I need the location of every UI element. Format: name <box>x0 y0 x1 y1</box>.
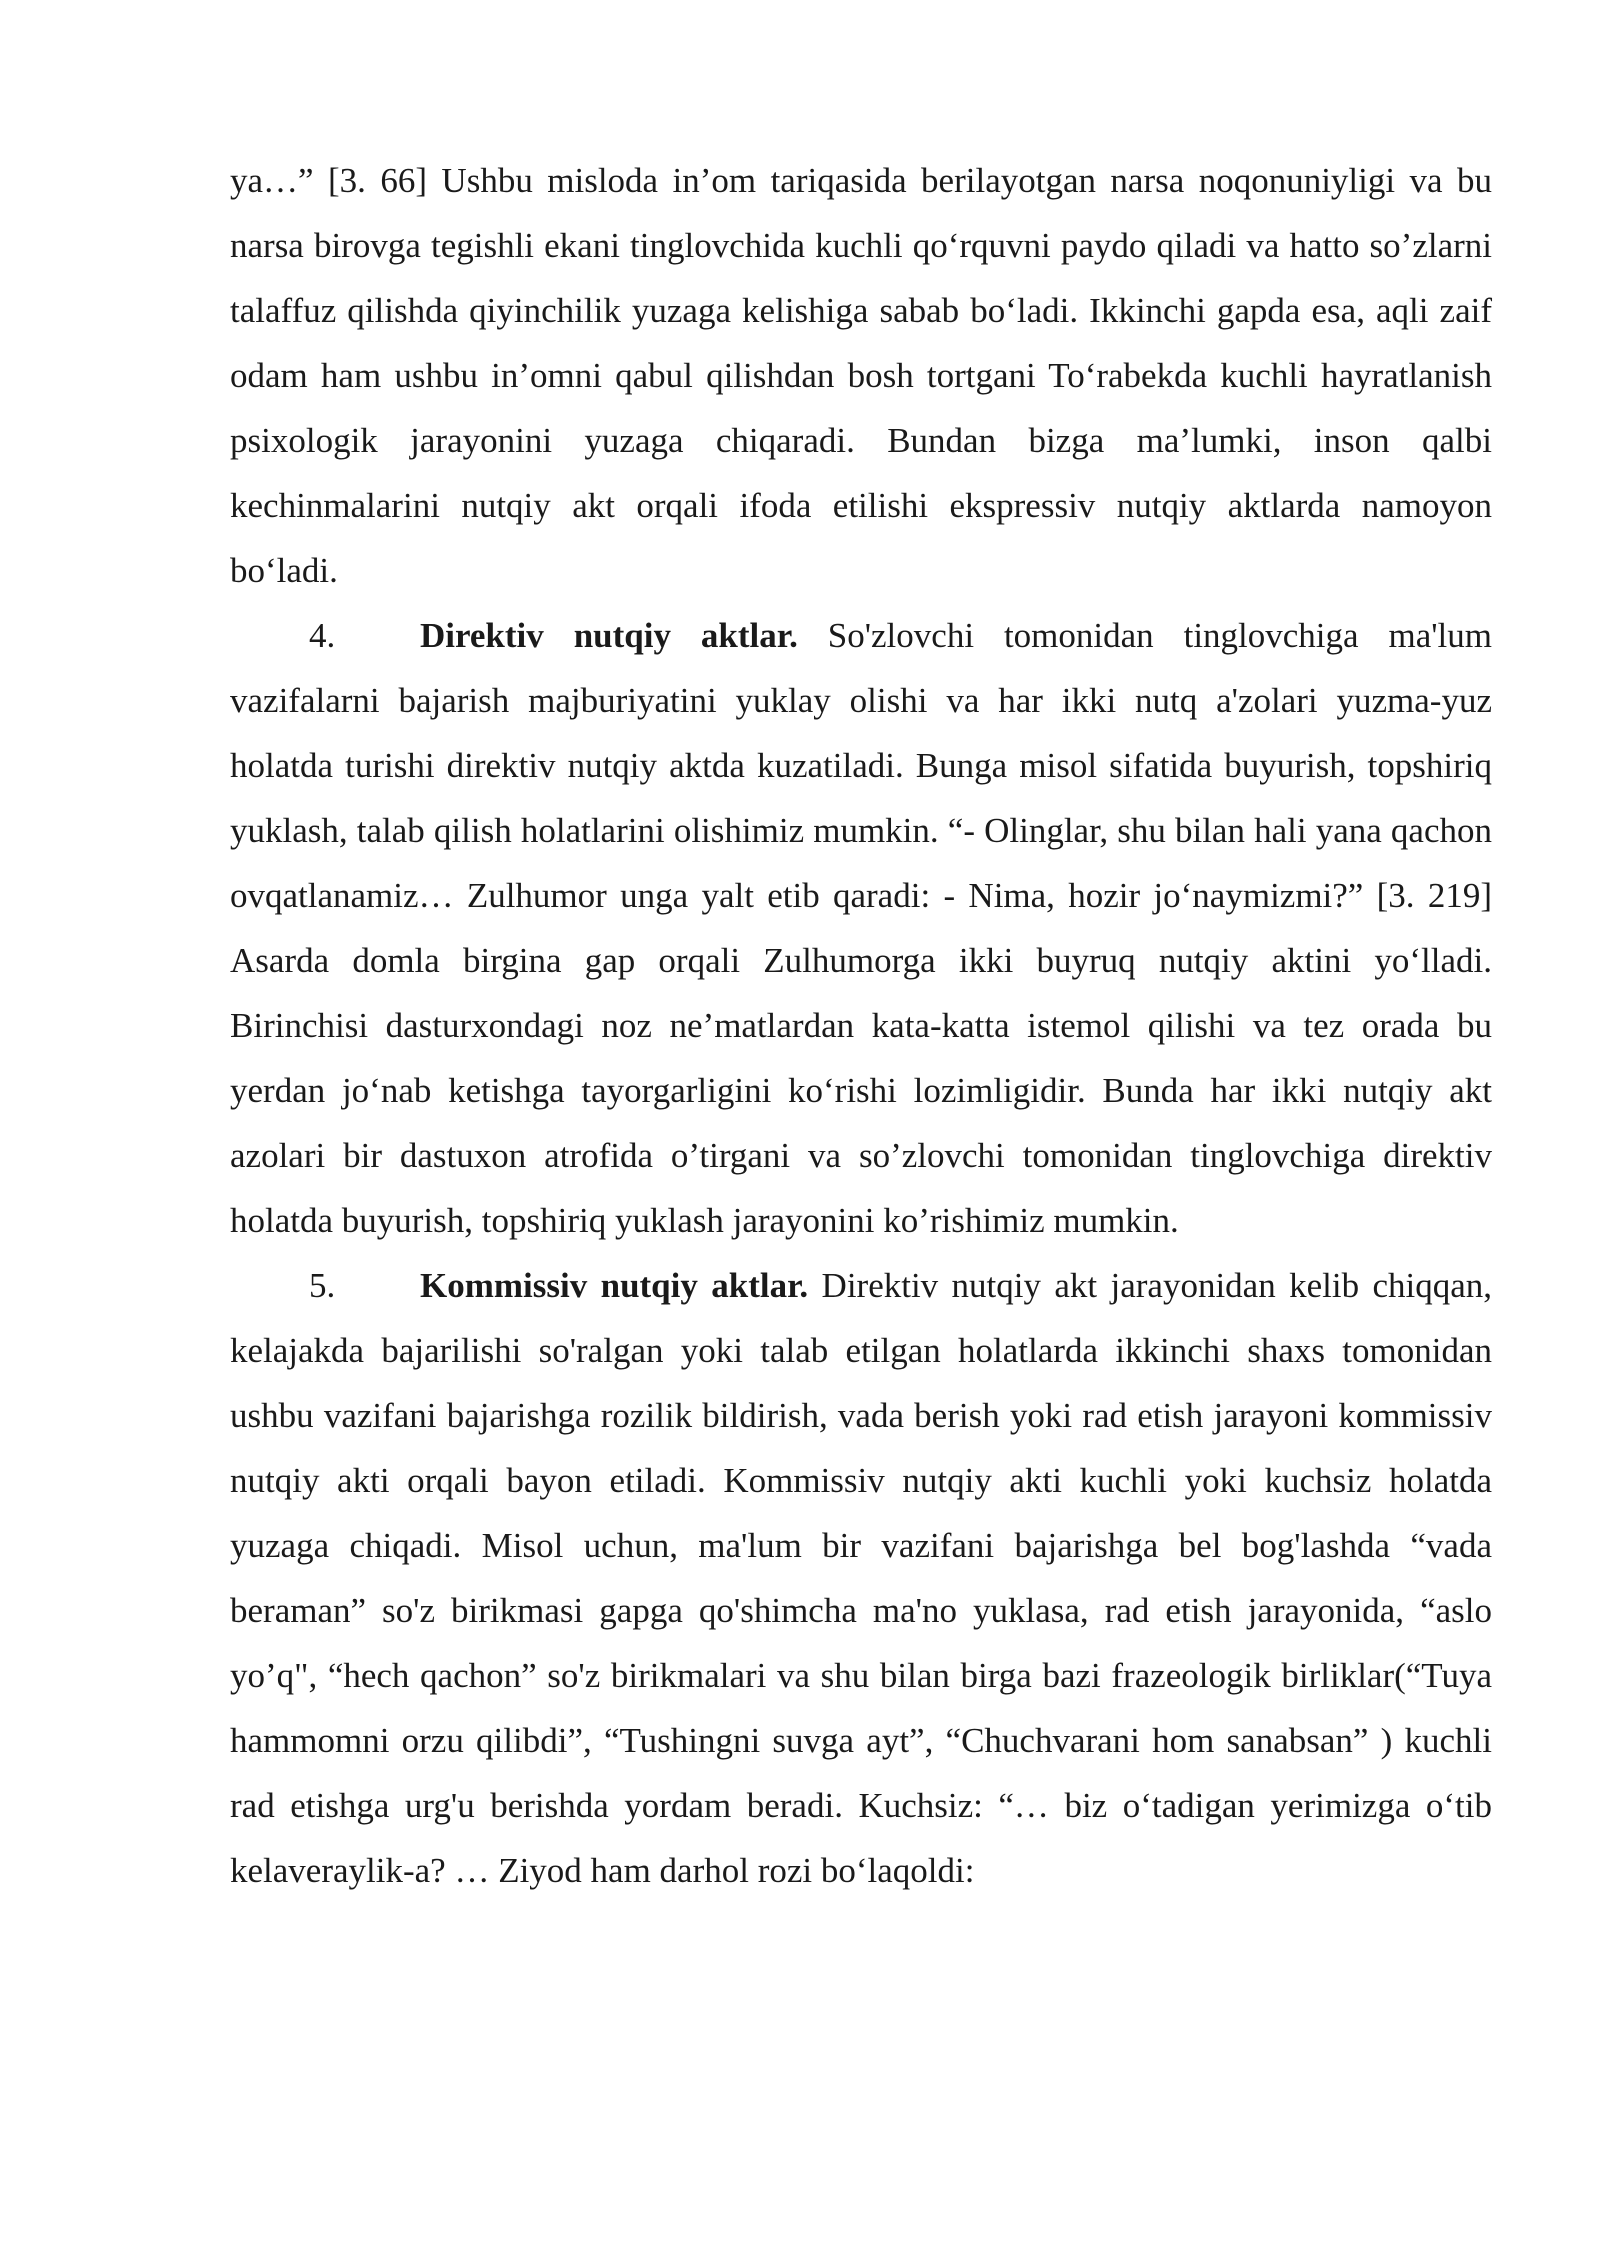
body-paragraph: ya…” [3. 66] Ushbu misloda in’om tariqasida berilayotgan narsa noqonuniyligi va bu narsa birovga tegishli ekani tinglovchida kuchli qo‘rquvni paydo qiladi va hatto so’zlarni talaffuz qilishda qiyinchilik yuzaga kelishiga sabab bo‘ladi. Ikkinchi gapda esa, aqli zaif odam ham ushbu in’omni qabul qilishdan bosh tortgani To‘rabekda kuchli hayratlanish psixologik jarayonini yuzaga chiqaradi. Bundan bizga ma’lumki, inson qalbi kechinmalarini nutqiy akt orqali ifoda etilishi ekspressiv nutqiy aktlarda namoyon bo‘ladi. <box>230 161 1492 590</box>
list-item-text: So'zlovchi tomonidan tinglovchiga ma'lum vazifalarni bajarish majburiyatini yuklay olishi va har ikki nutq a'zolari yuzma-yuz holatda turishi direktiv nutqiy aktda kuzatiladi. Bunga misol sifatida buyurish, topshiriq yuklash, talab qilish holatlarini olishimiz mumkin. “- Olinglar, shu bilan hali yana qachon ovqatlanamiz… Zulhumor unga yalt etib qaradi: - Nima, hozir jo‘naymizmi?” [3. 219] Asarda domla birgina gap orqali Zulhumorga ikki buyruq nutqiy aktini yo‘lladi. Birinchisi dasturxondagi noz ne’matlardan kata-katta istemol qilishi va tez orada bu yerdan jo‘nab ketishga tayorgarligini ko‘rishi lozimligidir. Bunda har ikki nutqiy akt azolari bir dastuxon atrofida o’tirgani va so’zlovchi tomonidan tinglovchiga direktiv holatda buyurish, topshiriq yuklash jarayonini ko’rishimiz mumkin. <box>230 616 1492 1240</box>
document-page <box>230 148 1492 1903</box>
list-item-directive-acts <box>230 603 1492 1253</box>
list-item-commissive-acts <box>230 1253 1492 1903</box>
list-item-title: Direktiv nutqiy aktlar. <box>420 616 798 655</box>
list-item-text: Direktiv nutqiy akt jarayonidan kelib chiqqan, kelajakda bajarilishi so'ralgan yoki talab etilgan holatlarda ikkinchi shaxs tomonidan ushbu vazifani bajarishga rozilik bildirish, vada berish yoki rad etish jarayoni kommissiv nutqiy akti orqali bayon etiladi. Kommissiv nutqiy akti kuchli yoki kuchsiz holatda yuzaga chiqadi. Misol uchun, ma'lum bir vazifani bajarishga bel bog'lashda “vada beraman” so'z birikmasi gapga qo'shimcha ma'no yuklasa, rad etish jarayonida, “aslo yo’q", “hech qachon” so'z birikmalari va shu bilan birga bazi frazeologik birliklar(“Tuya hammomni orzu qilibdi”, “Tushingni suvga ayt”, “Chuchvarani hom sanabsan” ) kuchli rad etishga urg'u berishda yordam beradi. Kuchsiz: “… biz o‘tadigan yerimizga o‘tib kelaveraylik-a? … Ziyod ham darhol rozi bo‘laqoldi: <box>230 1266 1492 1890</box>
list-item-number: 5. <box>309 1266 336 1305</box>
list-item-number: 4. <box>309 616 336 655</box>
list-item-title: Kommissiv nutqiy aktlar. <box>420 1266 809 1305</box>
